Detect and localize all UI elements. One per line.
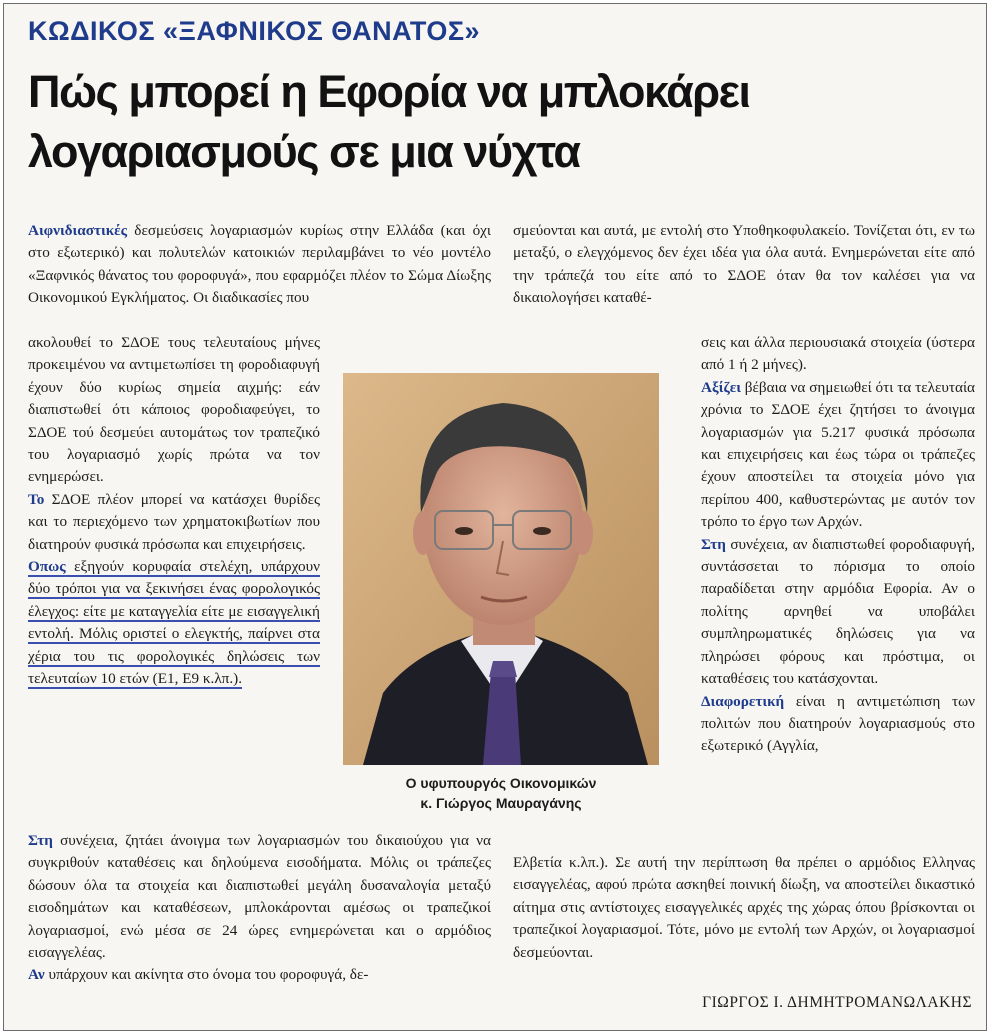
paragraph-text: σμεύονται και αυτά, με εντολή στο Υποθηκοφυλακείο. Τονίζεται ότι, εν τω μεταξύ, ο ελεγχόμενος δεν έχει ιδέα για όλα αυτά. Ενημερώνεται είτε από την τράπεζά του είτε από το ΣΔΟΕ όταν θα τον καλέσει για να δικαιολογήσει καταθέ- bbox=[513, 222, 975, 307]
lead-word: Οπως bbox=[28, 558, 66, 576]
paragraph-text: δεσμεύσεις λογαριασμών κυρίως στην Ελλάδα (και όχι στο εξωτερικό) και πολυτελών κατοικιών περιλαμβάνει το νέο μοντέλο «Ξαφνικός θάνατος του φοροφυγά», που εφαρμόζει πλέον το Σώμα Δίωξης Οικονομικού Εγκλήματος. Οι διαδικασίες που bbox=[28, 222, 491, 307]
lead-word: Διαφορετική bbox=[701, 692, 785, 710]
photo-caption bbox=[343, 773, 659, 813]
paragraph-text: υπάρχουν και ακίνητα στο όνομα του φοροφυγά, δε- bbox=[44, 966, 369, 984]
caption-line: Ο υφυπουργός Οικονομικών bbox=[405, 775, 597, 791]
article-col2-narrow bbox=[701, 332, 975, 758]
paragraph-text: συνέχεια, αν διαπιστωθεί φοροδιαφυγή, συντάσσεται το πόρισμα το οποίο παραδίδεται στην αρμόδια Εφορία. Αν ο πολίτης αρνηθεί να υποβάλει συμπληρωματικές δηλώσεις για να πληρώσει φόρους και πρόστιμα, οι καταθέσεις του κατάσχονται. bbox=[701, 535, 975, 688]
article-col1-narrow bbox=[28, 332, 320, 691]
paragraph-text: ακολουθεί το ΣΔΟΕ τους τελευταίους μήνες προκειμένου να αντιμετωπίσει τη φοροδιαφυγή έχουν δύο κυρίως σημεία αιχμής: εάν διαπιστωθεί ότι κάποιος φοροδιαφεύγει, το ΣΔΟΕ τού δεσμεύει αυτομάτως τον τραπεζικό του λογαριασμό χωρίς πρώτα να τον ενημερώσει. bbox=[28, 334, 320, 486]
paragraph-text: Ελβετία κ.λπ.). Σε αυτή την περίπτωση θα πρέπει ο αρμόδιος Ελληνας εισαγγελέας, αφού πρώτα ασκηθεί ποινική δίωξη, να αποστείλει δικαστικό αίτημα στις αντίστοιχες εισαγγελικές αρχές της χώρας όπου βρίσκονται οι τραπεζικοί λογαριασμοί. Τότε, μόνο με εντολή των Αρχών, οι λογαριασμοί δεσμεύονται. bbox=[513, 854, 975, 961]
article-col1-top bbox=[28, 220, 491, 310]
underlined-paragraph bbox=[28, 556, 320, 690]
lead-word: Στη bbox=[701, 535, 726, 553]
byline: ΓΙΩΡΓΟΣ Ι. ΔΗΜΗΤΡΟΜΑΝΩΛΑΚΗΣ bbox=[702, 994, 972, 1011]
article-col1-bottom bbox=[28, 830, 491, 987]
portrait-illustration bbox=[343, 373, 659, 765]
lead-word: Αιφνιδιαστικές bbox=[28, 222, 128, 239]
paragraph-text: είναι η αντιμετώπιση των πολιτών που διατηρούν λογαριασμούς στο εξωτερικό (Αγγλία, bbox=[701, 692, 975, 755]
kicker: ΚΩΔΙΚΟΣ «ΞΑΦΝΙΚΟΣ ΘΑΝΑΤΟΣ» bbox=[28, 16, 481, 46]
lead-word: Αξίζει bbox=[701, 378, 741, 396]
article-col2-bottom bbox=[513, 852, 975, 964]
portrait-photo bbox=[343, 373, 659, 765]
lead-word: Αν bbox=[28, 966, 45, 984]
newspaper-clipping bbox=[3, 3, 987, 1031]
paragraph-text: συνέχεια, ζητάει άνοιγμα των λογαριασμών του δικαιούχου για να συγκριθούν καταθέσεις και δηλούμενα εισοδήματα. Μόλις οι τράπεζες δώσουν όλα τα στοιχεία και διαπιστωθεί μεγάλη δυσαναλογία μεταξύ εισοδημάτων και καταθέσεων, μπλοκάρονται αμέσως οι τραπεζικοί λογαριασμοί, ενώ μέσα σε 24 ώρες ενημερώνεται και ο αρμόδιος εισαγγελέας. bbox=[28, 832, 491, 962]
lead-word: Στη bbox=[28, 832, 53, 849]
article-col2-top bbox=[513, 220, 975, 310]
headline: Πώς μπορεί η Εφορία να μπλοκάρει λογαριασμούς σε μια νύχτα bbox=[28, 66, 750, 177]
paragraph-text: ΣΔΟΕ πλέον μπορεί να κατάσχει θυρίδες και το περιεχόμενο των χρηματοκιβωτίων που διατηρούν φυσικά πρόσωπα και επιχειρήσεις. bbox=[28, 490, 320, 553]
paragraph-text: βέβαια να σημειωθεί ότι τα τελευταία χρόνια το ΣΔΟΕ έχει ζητήσει το άνοιγμα λογαριασμών για 5.217 φυσικά πρόσωπα και επιχειρήσεις και έως τώρα οι τράπεζες έχουν αποστείλει τα στοιχεία μόνο για περίπου 400, καθυστερώντας με αυτόν τον τρόπο το έργο των Αρχών. bbox=[701, 378, 975, 531]
caption-line: κ. Γιώργος Μαυραγάνης bbox=[420, 795, 582, 811]
lead-word: Το bbox=[28, 490, 45, 508]
paragraph-text: εξηγούν κορυφαία στελέχη, υπάρχουν δύο τρόποι για να ξεκινήσει ένας φορολογικός έλεγχος: είτε με καταγγελία είτε με εισαγγελική εντολή. Μόλις οριστεί ο ελεγκτής, παίρνει στα χέρια του τις φορολογικές δηλώσεις των τελευταίων 10 ετών (Ε1, Ε9 κ.λπ.). bbox=[28, 558, 320, 688]
paragraph-text: σεις και άλλα περιουσιακά στοιχεία (ύστερα από 1 ή 2 μήνες). bbox=[701, 334, 975, 374]
